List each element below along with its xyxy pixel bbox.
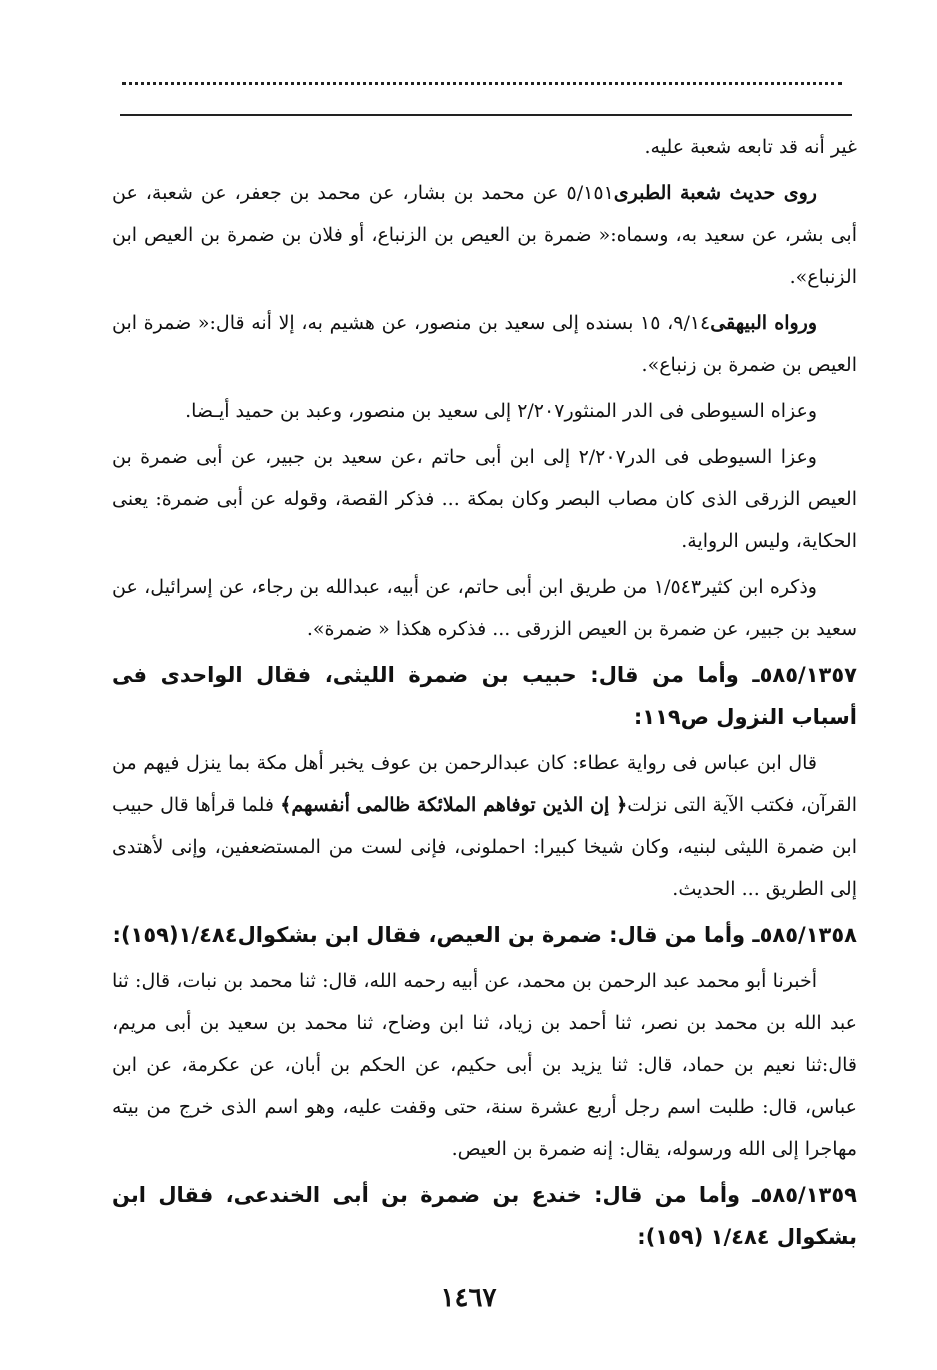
paragraph-ibn-bashkuwal: أخبرنا أبو محمد عبد الرحمن بن محمد، عن أبيه رحمه الله، قال: ثنا محمد بن نبات، قال: ثنا عبد الله بن محمد بن نصر، ثنا أحمد بن زياد، ثنا ابن وضاح، ثنا محمد بن سعيد بن أبى مريم، قال:ثنا نعيم بن حماد، قال: ثنا يزيد بن أبى حكيم، عن الحكم بن أبان، عن عكرمة، عن ابن عباس، قال: طلبت اسم رجل أربع عشرة سنة، حتى وقفت عليه، وهو اسم الذى خرج من بيته مهاجرا إلى الله ورسوله، يقال: إنه ضمرة بن العيص. [112,970,857,1160]
paragraph-tabari-lead: روى حديث شعبة الطبرى [613,182,817,204]
paragraph-bayhaqi [112,302,857,386]
page-number: ١٤٦٧ [440,1283,497,1313]
paragraph-bayhaqi-text: ٩/١٤، ١٥ بسنده إلى سعيد بن منصور، عن هشيم به، إلا أنه قال:« ضمرة ابن العيص بن ضمرة بن زنباع». [112,312,857,376]
paragraph-wahidi-text-2: فلما قرأها قال حبيب ابن ضمرة الليثى لبنيه، وكان شيخا كبيرا: احملونى، فإنى لست من المستضعفين، وإنى لأهتدى إلى الطريق ... الحديث. [112,794,857,900]
paragraph-suyuti-1: وعزاه السيوطى فى الدر المنثور٢/٢٠٧ إلى سعيد بن منصور، وعبد بن حميد أيـضا. [185,400,817,422]
page-body [112,126,857,1258]
header-rule [120,114,852,116]
paragraph-intro: غير أنه قد تابعه شعبة عليه. [644,136,857,158]
paragraph-ibn-kathir: وذكره ابن كثير١/٥٤٣ من طريق ابن أبى حاتم، عن أبيه، عبدالله بن رجاء، عن إسرائيل، عن سعيد بن جبير، عن ضمرة بن العيص الزرقى ... فذكره هكذا « ضمرة». [112,576,857,640]
paragraph-suyuti-2: وعزا السيوطى فى الدر٢/٢٠٧ إلى ابن أبى حاتم ،عن سعيد بن جبير، عن أبى ضمرة بن العيص الزرقى الذى كان مصاب البصر وكان بمكة ... فذكر القصة، وقوله عن أبى ضمرة: يعنى الحكاية، وليس الرواية. [112,446,857,552]
header-dotted-line [122,68,842,85]
paragraph-wahidi-text-1: قال ابن عباس فى رواية عطاء: كان عبدالرحمن بن عوف يخبر أهل مكة بما ينزل فيهم من القرآن، فكتب الآية التى نزلت [112,752,857,816]
entry-heading-1359: ٥٨٥/١٣٥٩ـ وأما من قال: خندع بن ضمرة بن أبى الخندعى، فقال ابن بشكوال ١/٤٨٤ (١٥٩): [112,1183,857,1249]
quran-verse: ﴿ إن الذين توفاهم الملائكة ظالمى أنفسهم﴾ [280,794,628,816]
paragraph-tabari-text: ٥/١٥١ عن محمد بن بشار، عن محمد بن جعفر، عن شعبة، عن أبى بشر، عن سعيد به، وسماه:« ضمرة بن العيص بن الزنباع، أو فلان بن ضمرة بن العيص ابن الزنباع». [112,182,857,288]
entry-heading-1357: ٥٨٥/١٣٥٧ـ وأما من قال: حبيب بن ضمرة الليثى، فقال الواحدى فى أسباب النزول ص١١٩: [112,663,857,729]
paragraph-wahidi [112,742,857,910]
paragraph-tabari [112,172,857,298]
entry-heading-1358: ٥٨٥/١٣٥٨ـ وأما من قال: ضمرة بن العيص، فقال ابن بشكوال١/٤٨٤(١٥٩): [112,923,857,947]
paragraph-bayhaqi-lead: ورواه البيهقى [710,312,817,334]
